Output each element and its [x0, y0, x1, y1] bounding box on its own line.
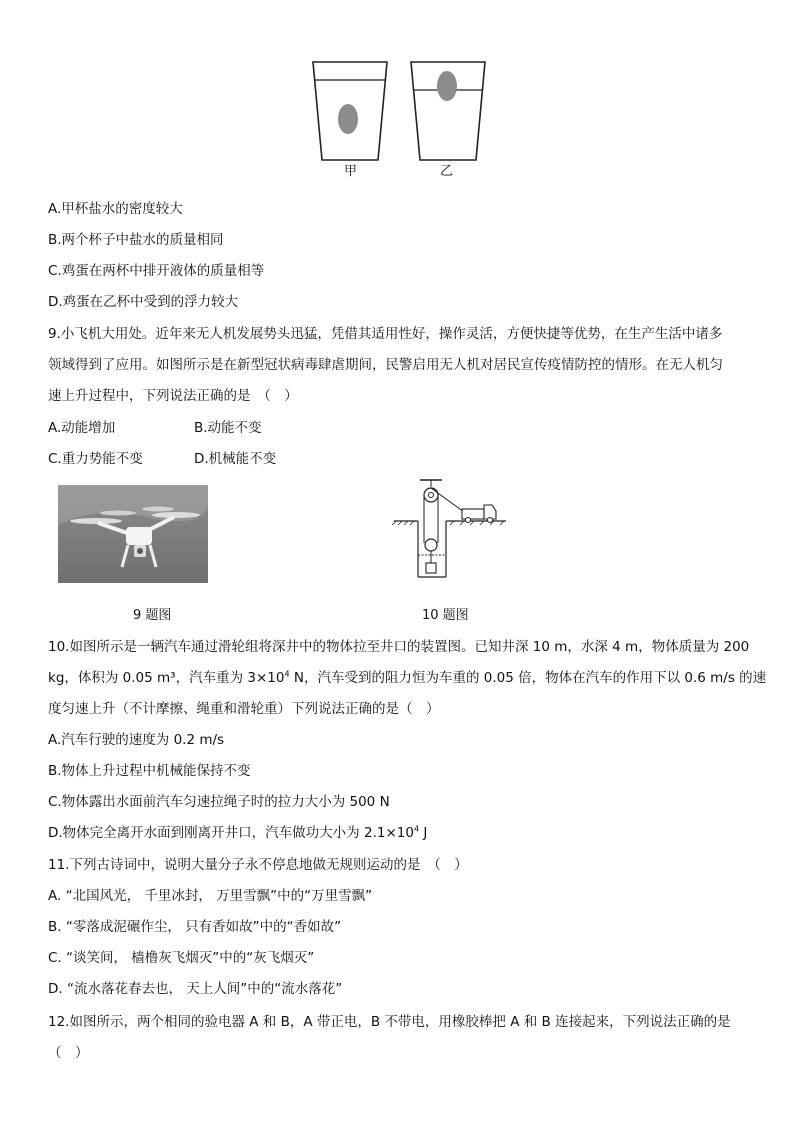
q10-stem-exponent: 4	[284, 669, 290, 679]
q9-option-b: B.动能不变	[194, 420, 262, 436]
q11-option-c: C. “谈笑间， 樯橹灰飞烟灭”中的“灰飞烟灭”	[48, 950, 315, 966]
q10-option-d	[48, 823, 427, 843]
q11-option-a: A. “北国风光， 千里冰封， 万里雪飘”中的“万里雪飘”	[48, 888, 373, 904]
q12-stem-line-1: 12.如图所示，两个相同的验电器 A 和 B，A 带正电，B 不带电，用橡胶棒把 A 和 B 连接起来，下列说法正确的是	[48, 1014, 731, 1030]
q9-stem-line-1: 9.小飞机大用处。近年来无人机发展势头迅猛，凭借其适用性好，操作灵活，方便快捷等优势，在生产生活中诸多	[48, 326, 723, 342]
cups-figure	[300, 58, 500, 183]
drone-photo	[58, 485, 208, 583]
q9-option-d: D.机械能不变	[194, 451, 277, 467]
q11-stem: 11.下列古诗词中，说明大量分子永不停息地做无规则运动的是 （ ）	[48, 857, 468, 873]
q10-option-b: B.物体上升过程中机械能保持不变	[48, 763, 251, 779]
q10-option-d-exponent: 4	[413, 824, 420, 834]
q10-figure-caption: 10 题图	[422, 608, 469, 623]
q10-stem-line-3: 度匀速上升（不计摩擦、绳重和滑轮重）下列说法正确的是（ ）	[48, 701, 440, 717]
q10-stem-line-2-part-a: kg，体积为 0.05 m³，汽车重为 3×10	[48, 670, 285, 686]
q9-option-c: C.重力势能不变	[48, 451, 143, 467]
q10-stem-line-2	[48, 668, 766, 688]
cup-label-b: 乙	[440, 164, 454, 179]
q10-option-d-part-b: J	[419, 825, 428, 841]
q11-option-b: B. “零落成泥碾作尘， 只有香如故”中的“香如故”	[48, 919, 342, 935]
q10-option-d-part-a: D.物体完全离开水面到刚离开井口，汽车做功大小为 2.1×10	[48, 825, 414, 841]
q8-option-d: D.鸡蛋在乙杯中受到的浮力较大	[48, 294, 239, 310]
q8-option-b: B.两个杯子中盐水的质量相同	[48, 232, 224, 248]
q12-stem-line-2: （ ）	[48, 1045, 89, 1061]
cup-label-a: 甲	[344, 164, 358, 179]
q9-stem-line-2: 领域得到了应用。如图所示是在新型冠状病毒肆虐期间，民警启用无人机对居民宣传疫情防控的情形。在无人机匀	[48, 357, 723, 373]
q10-option-a: A.汽车行驶的速度为 0.2 m/s	[48, 732, 225, 748]
q8-option-c: C.鸡蛋在两杯中排开液体的质量相等	[48, 263, 265, 279]
cup-a	[313, 62, 387, 160]
pulley-well-diagram	[392, 477, 508, 579]
q10-option-c: C.物体露出水面前汽车匀速拉绳子时的拉力大小为 500 N	[48, 794, 390, 810]
q11-option-d: D. “流水落花春去也， 天上人间”中的“流水落花”	[48, 981, 343, 997]
cup-b	[411, 62, 485, 160]
q9-stem-line-3: 速上升过程中，下列说法正确的是 （ ）	[48, 388, 298, 404]
q9-option-a: A.动能增加	[48, 420, 116, 436]
q10-stem-line-1: 10.如图所示是一辆汽车通过滑轮组将深井中的物体拉至井口的装置图。已知井深 10 m，水深 4 m，物体质量为 200	[48, 639, 750, 655]
q10-stem-line-2-part-b: N，汽车受到的阻力恒为车重的 0.05 倍，物体在汽车的作用下以 0.6 m/s 的速	[289, 670, 767, 686]
q9-figure-caption: 9 题图	[133, 608, 172, 623]
q8-option-a: A.甲杯盐水的密度较大	[48, 201, 183, 217]
